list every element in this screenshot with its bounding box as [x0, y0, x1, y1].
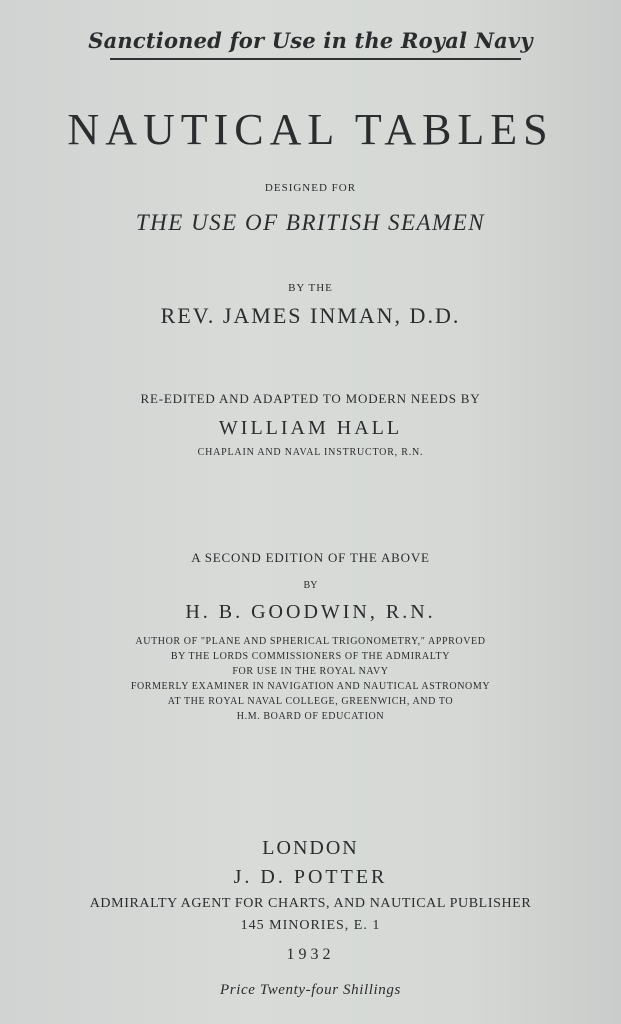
second-edition-note: A SECOND EDITION OF THE ABOVE	[191, 550, 430, 565]
editor-name: WILLIAM HALL	[218, 417, 403, 439]
imprint-price: Price Twenty-four Shillings	[220, 982, 401, 998]
sanction-underline	[110, 58, 521, 60]
imprint-address: 145 MINORIES, E. 1	[240, 918, 381, 933]
credential-line: AT THE ROYAL NAVAL COLLEGE, GREENWICH, AND TO	[167, 696, 454, 707]
author-byline: BY THE	[288, 282, 333, 294]
book-subtitle: THE USE OF BRITISH SEAMEN	[135, 210, 486, 235]
second-edition-byline: BY	[303, 580, 318, 591]
imprint-agent: ADMIRALTY AGENT FOR CHARTS, AND NAUTICAL PUBLISHER	[89, 896, 532, 911]
editor-note: RE-EDITED AND ADAPTED TO MODERN NEEDS BY	[140, 391, 481, 406]
sanction-banner: Sanctioned for Use in the Royal Navy	[88, 28, 533, 53]
author-name: REV. JAMES INMAN, D.D.	[160, 303, 461, 328]
imprint-city: LONDON	[262, 837, 359, 859]
credential-line: AUTHOR OF "PLANE AND SPHERICAL TRIGONOMETRY," APPROVED	[135, 636, 486, 647]
designed-for-label: DESIGNED FOR	[264, 182, 357, 194]
credential-line: BY THE LORDS COMMISSIONERS OF THE ADMIRALTY	[170, 651, 451, 662]
editor-role: CHAPLAIN AND NAVAL INSTRUCTOR, R.N.	[197, 447, 424, 458]
credential-line: FOR USE IN THE ROYAL NAVY	[232, 666, 389, 677]
imprint-publisher: J. D. POTTER	[233, 866, 388, 888]
book-title: NAUTICAL TABLES	[67, 105, 554, 154]
credential-line: FORMERLY EXAMINER IN NAVIGATION AND NAUTICAL ASTRONOMY	[130, 681, 491, 692]
credential-line: H.M. BOARD OF EDUCATION	[236, 711, 385, 722]
imprint-year: 1932	[286, 946, 335, 963]
second-edition-author: H. B. GOODWIN, R.N.	[185, 601, 436, 623]
